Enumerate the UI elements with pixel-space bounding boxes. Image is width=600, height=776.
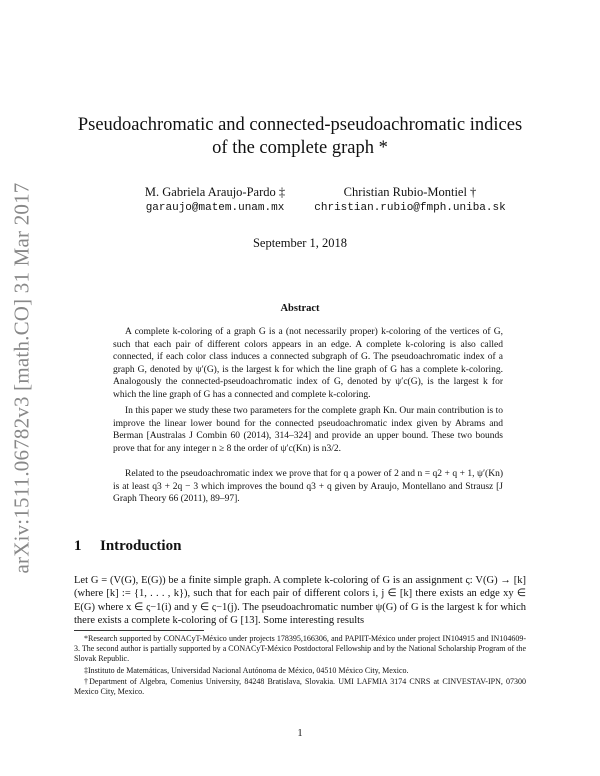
footnote: †Department of Algebra, Comenius University, 84248 Bratislava, Slovakia. UMI LAFMIA 3174 CNRS at CINVESTAV-IPN, 07300 Mexico City, Mexico. [74, 677, 526, 697]
author-name: Christian Rubio-Montiel † [343, 185, 477, 199]
abstract-heading: Abstract [280, 303, 320, 314]
section-heading [74, 538, 181, 555]
author-1 [110, 184, 320, 216]
abstract-paragraph: A complete k-coloring of a graph G is a (not necessarily proper) k-coloring of the vertices of G, such that each pair of different colors appears in an edge. A complete k-coloring is also called connected, if each color class induces a connected subgraph of G. The pseudoachromatic index of a graph G, denoted by ψ′(G), is the largest k for which the line graph of G has a complete k-coloring. Analogously the connected-pseudoachromatic index of G, denoted by ψ′c(G), is the largest k for which the line graph of G has a connected and complete k-coloring. [113, 327, 503, 400]
section-number: 1 [74, 538, 82, 554]
abstract-paragraph: Related to the pseudoachromatic index we prove that for q a power of 2 and n = q2 + q + 1, ψ′(Kn) is at least q3 + 2q − 3 which improves the bound q3 + q given by Araujo, Montellano and Strausz [J Graph Theory 66 (2011), 89–97]. [113, 469, 503, 505]
author-name: M. Gabriela Araujo-Pardo ‡ [144, 185, 286, 199]
section-title: Introduction [100, 538, 182, 554]
arxiv-stamp-text: arXiv:1511.06782v3 [math.CO] 31 Mar 2017 [9, 182, 34, 574]
abstract-paragraph: In this paper we study these two parameters for the complete graph Kn. Our main contribution is to improve the linear lower bound for the connected pseudoachromatic index given by Abrams and Berman [Australas J Combin 60 (2014), 314–324] and provide an upper bound. These two bounds prove that for any integer n ≥ 8 the order of ψ′c(Kn) is n3/2. [113, 406, 503, 454]
footnote: ‡Instituto de Matemáticas, Universidad Nacional Autónoma de México, 04510 México City, Mexico. [84, 666, 409, 675]
paper-date: September 1, 2018 [252, 236, 348, 250]
paper-title: Pseudoachromatic and connected-pseudoachromatic indices of the complete graph * [77, 115, 523, 158]
page-number: 1 [297, 728, 303, 739]
author-email[interactable]: christian.rubio@fmph.uniba.sk [314, 202, 506, 214]
intro-paragraph: Let G = (V(G), E(G)) be a finite simple graph. A complete k-coloring of G is an assignment ς: V(G) → [k] (where [k] := {1, . . . , k}), such that for each pair of different colors i, j ∈ [k] there exists an edge xy ∈ E(G) where x ∈ ς−1(i) and y ∈ ς−1(j). The pseudoachromatic number ψ(G) of G is the largest k for which there exists a complete k-coloring of G [13]. Some interesting results [74, 575, 526, 627]
footnote-rule [74, 630, 204, 631]
footnote: *Research supported by CONACyT-México under projects 178395,166306, and PAPIIT-México under project IN104915 and IN104609-3. The second author is partially supported by a CONACyT-México Postdoctoral Fellowship and by the National Scholarship Program of the Slovak Republic. [74, 634, 526, 664]
author-email[interactable]: garaujo@matem.unam.mx [145, 202, 285, 214]
author-2 [290, 184, 530, 216]
